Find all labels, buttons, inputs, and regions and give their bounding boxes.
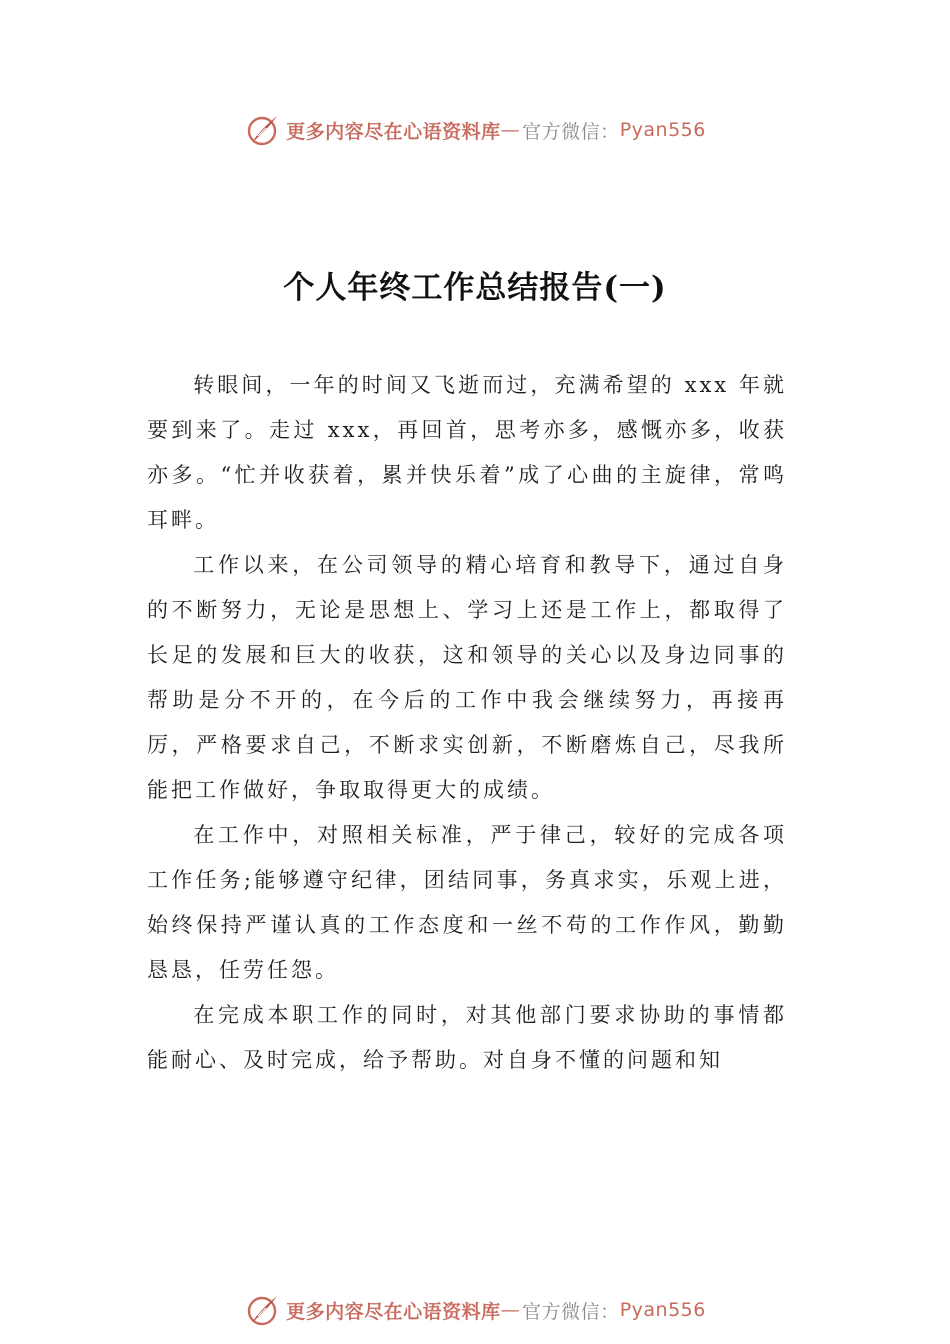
paragraph-1: 转眼间，一年的时间又飞逝而过，充满希望的 xxx 年就要到来了。走过 xxx，再回首，思考亦多，感慨亦多，收获亦多。“忙并收获着，累并快乐着”成了心曲的主旋律，常鸣耳畔。	[147, 373, 787, 532]
footer-watermark	[0, 1288, 950, 1332]
watermark-dash: —	[500, 1299, 521, 1321]
quill-logo-icon	[244, 112, 280, 148]
watermark-main-text: 更多内容尽在心语资料库	[286, 1300, 501, 1323]
paragraph-4: 在完成本职工作的同时，对其他部门要求协助的事情都能耐心、及时完成，给予帮助。对自身不懂的问题和知	[147, 1003, 787, 1072]
paragraph-2: 工作以来，在公司领导的精心培育和教导下，通过自身的不断努力，无论是思想上、学习上还是工作上，都取得了长足的发展和巨大的收获，这和领导的关心以及身边同事的帮助是分不开的，在今后的工作中我会继续努力，再接再厉，严格要求自己，不断求实创新，不断磨炼自己，尽我所能把工作做好，争取取得更大的成绩。	[147, 553, 787, 802]
header-watermark	[0, 108, 950, 152]
paragraph-3: 在工作中，对照相关标准，严于律己，较好的完成各项工作任务;能够遵守纪律，团结同事，务真求实，乐观上进，始终保持严谨认真的工作态度和一丝不苟的工作作风，勤勤恳恳，任劳任怨。	[147, 823, 787, 982]
quill-logo-icon	[244, 1292, 280, 1328]
watermark-sub-text: 官方微信：	[522, 1300, 620, 1323]
watermark-main-text: 更多内容尽在心语资料库	[286, 120, 501, 143]
watermark-sub-text: 官方微信：	[522, 120, 620, 143]
document-body	[147, 363, 787, 1083]
watermark-dash: —	[500, 119, 521, 141]
document-title: 个人年终工作总结报告(一)	[283, 270, 667, 306]
watermark-wechat-id: Pyan556	[619, 1299, 706, 1321]
watermark-wechat-id: Pyan556	[619, 119, 706, 141]
